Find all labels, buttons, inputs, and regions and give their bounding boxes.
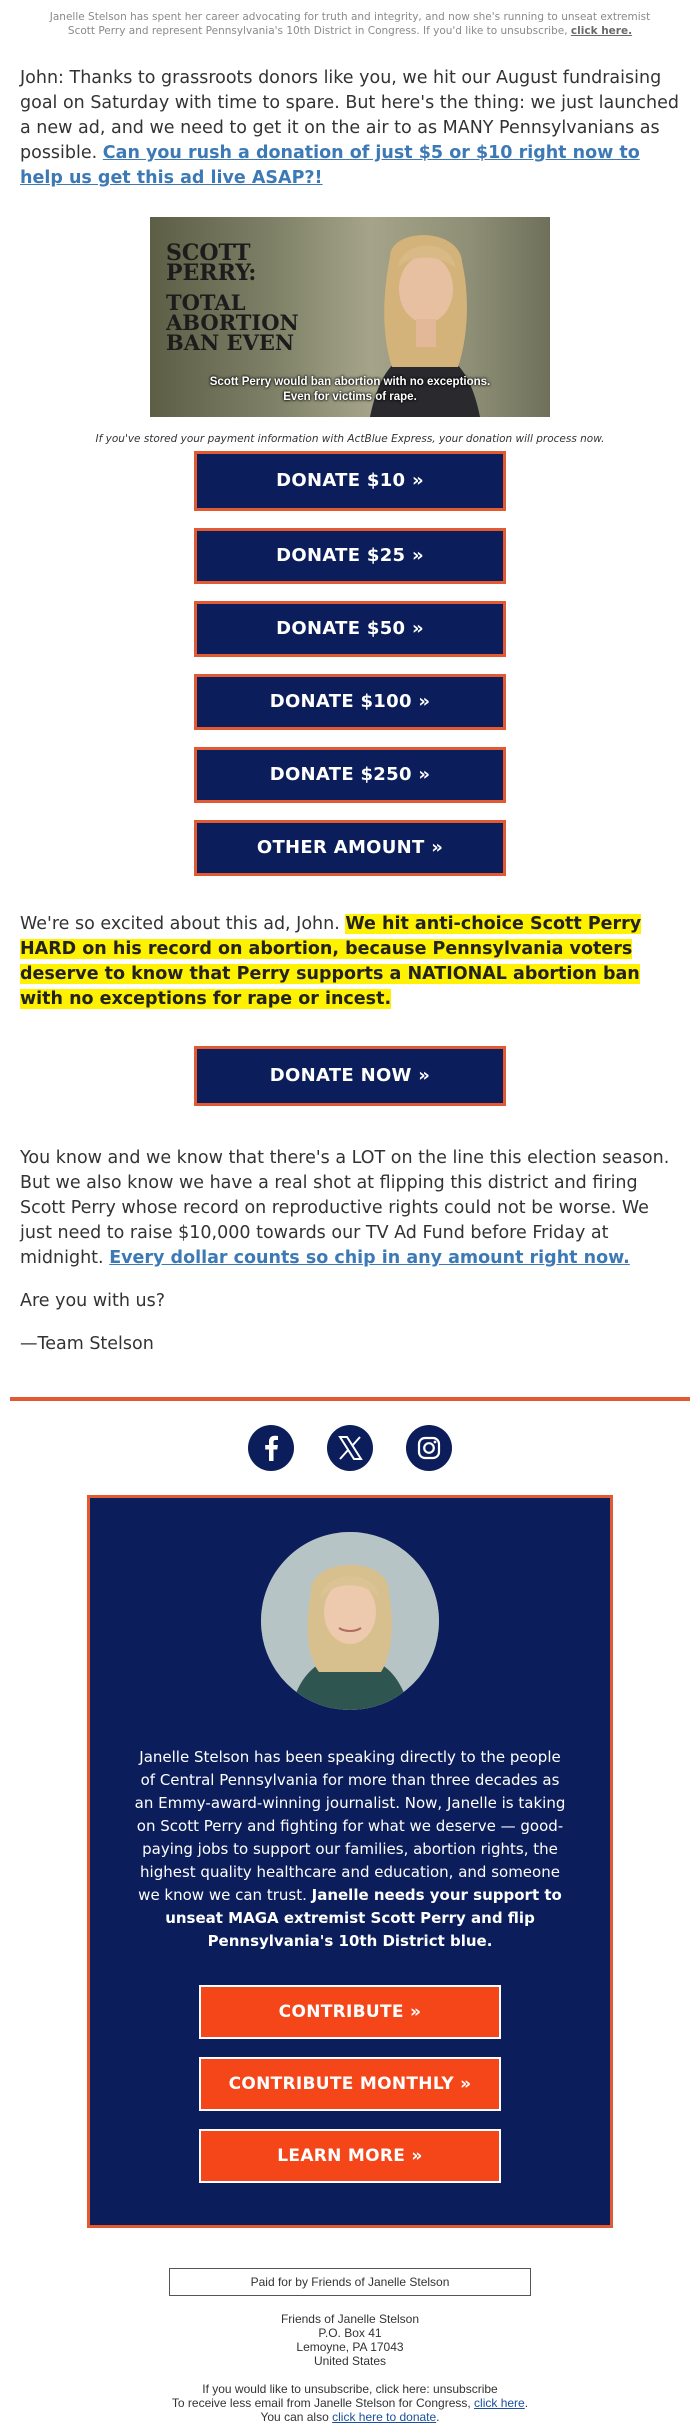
footer-donate-line: You can also click here to donate. xyxy=(260,2410,440,2424)
ad-paragraph-highlight: We hit anti-choice Scott Perry HARD on his record on abortion, because Pennsylvania voters deserve to know that Perry supports a NATIONAL abortion ban with no exceptions for rape or incest. xyxy=(20,914,642,1009)
donate-25-button[interactable]: DONATE $25 » xyxy=(194,528,506,584)
ad-overlay-line1: SCOTT PERRY: xyxy=(166,240,257,286)
ad-video-thumbnail[interactable] xyxy=(150,217,550,417)
instagram-icon[interactable] xyxy=(406,1425,452,1471)
ad-caption xyxy=(150,375,550,405)
contribute-button-list xyxy=(130,1985,570,2183)
stakes-text: You know and we know that there's a LOT on the line this election season. But we also know we have a real shot at flipping this district and firing Scott Perry whose record on reproductive rights could not be worse. We just need to raise $10,000 towards our TV Ad Fund before Friday at midnight. xyxy=(20,1148,670,1268)
footer-donate-link[interactable]: click here to donate xyxy=(332,2410,437,2424)
contribute-button[interactable]: CONTRIBUTE » xyxy=(199,1985,501,2039)
intro-paragraph xyxy=(0,66,700,191)
ad-overlay-title xyxy=(166,240,316,355)
ad-paragraph xyxy=(0,912,700,1012)
x-icon[interactable] xyxy=(327,1425,373,1471)
donate-250-button[interactable]: DONATE $250 » xyxy=(194,747,506,803)
signoff: —Team Stelson xyxy=(20,1334,154,1354)
address-line4: United States xyxy=(313,2354,387,2368)
address-line3: Lemoyne, PA 17043 xyxy=(296,2340,404,2354)
donate-10-button[interactable]: DONATE $10 » xyxy=(194,451,506,511)
address-line1: Friends of Janelle Stelson xyxy=(280,2312,420,2326)
ad-caption-line2: Even for victims of rape. xyxy=(283,391,417,403)
contribute-monthly-button[interactable]: CONTRIBUTE MONTHLY » xyxy=(199,2057,501,2111)
stakes-paragraph xyxy=(0,1146,700,1271)
social-links xyxy=(0,1425,700,1471)
intro-donate-link[interactable]: Can you rush a donation of just $5 or $10 right now to help us get this ad live ASAP?! xyxy=(20,143,640,188)
address-line2: P.O. Box 41 xyxy=(318,2326,382,2340)
less-email-line: To receive less email from Janelle Stelson for Congress, click here. xyxy=(171,2396,529,2410)
bio-call-to-action: Janelle needs your support to unseat MAGA extremist Scott Perry and flip Pennsylvania's 10th District blue. xyxy=(165,1886,562,1950)
preheader xyxy=(40,0,660,38)
donate-100-button[interactable]: DONATE $100 » xyxy=(194,674,506,730)
footer-donate-text: You can also xyxy=(260,2410,329,2424)
preheader-text: Janelle Stelson has spent her career advocating for truth and integrity, and now she's running to unseat extremist Scott Perry and represent Pennsylvania's 10th District in Congress. If you'd like to unsubscribe, xyxy=(49,11,651,37)
unsubscribe-line[interactable]: If you would like to unsubscribe, click here: unsubscribe xyxy=(202,2382,498,2396)
ad-paragraph-text: We're so excited about this ad, John. xyxy=(20,914,340,934)
question-paragraph: Are you with us? xyxy=(20,1291,166,1311)
donate-other-amount-button[interactable]: OTHER AMOUNT » xyxy=(194,820,506,876)
bio-text xyxy=(130,1746,570,1953)
donate-now-wrap xyxy=(0,1046,700,1106)
donate-now-button[interactable]: DONATE NOW » xyxy=(194,1046,506,1106)
ad-caption-line1: Scott Perry would ban abortion with no exceptions. xyxy=(209,376,491,388)
actblue-note: If you've stored your payment information with ActBlue Express, your donation will process now. xyxy=(95,433,605,445)
footer-links xyxy=(0,2382,700,2424)
bio-description: Janelle Stelson has been speaking directly to the people of Central Pennsylvania for more than three decades as an Emmy-award-winning journalist. Now, Janelle is taking on Scott Perry and fighting for what we deserve — good-paying jobs to support our families, abortion rights, the highest quality healthcare and education, and someone we know we can trust. xyxy=(134,1748,566,1904)
learn-more-button[interactable]: LEARN MORE » xyxy=(199,2129,501,2183)
mailing-address xyxy=(0,2312,700,2368)
preheader-unsubscribe-link[interactable]: click here. xyxy=(570,25,633,37)
facebook-icon[interactable] xyxy=(248,1425,294,1471)
intro-text: John: Thanks to grassroots donors like you, we hit our August fundraising goal on Saturday with time to spare. But here's the thing: we just launched a new ad, and we need to get it on the air to as MANY Pennsylvanians as possible. xyxy=(20,68,680,163)
donate-50-button[interactable]: DONATE $50 » xyxy=(194,601,506,657)
candidate-avatar xyxy=(261,1532,439,1710)
less-email-link[interactable]: click here xyxy=(474,2396,525,2410)
less-email-text: To receive less email from Janelle Stelson for Congress, xyxy=(171,2396,471,2410)
donate-button-list xyxy=(0,451,700,876)
ad-overlay-line2: TOTAL ABORTION BAN EVEN xyxy=(166,290,299,355)
paid-for-disclaimer: Paid for by Friends of Janelle Stelson xyxy=(169,2268,531,2296)
chip-in-link[interactable]: Every dollar counts so chip in any amount right now. xyxy=(109,1248,630,1268)
section-divider xyxy=(10,1397,690,1401)
bio-box xyxy=(87,1495,613,2228)
